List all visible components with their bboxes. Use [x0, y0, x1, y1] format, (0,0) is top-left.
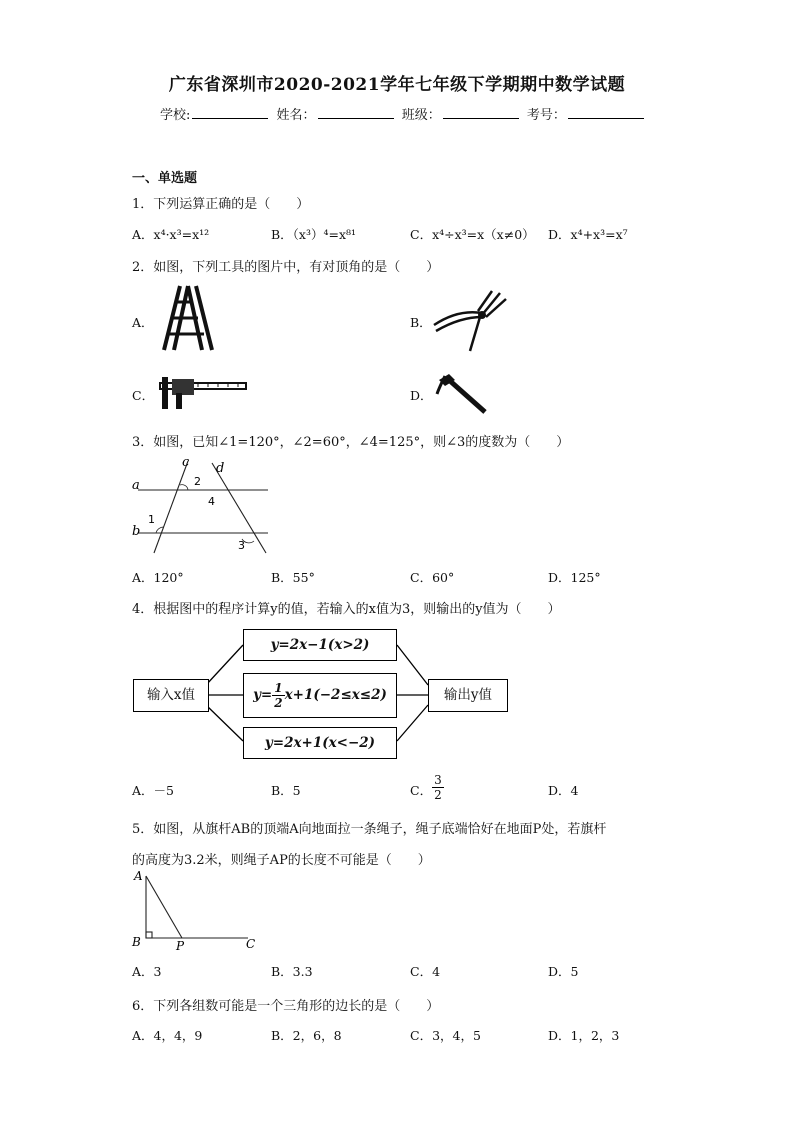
q6-option-c: C．3，4，5: [410, 1028, 481, 1043]
q4-option-c-den: 2: [434, 788, 442, 802]
student-info-line: [160, 104, 648, 123]
q3-option-c: C．60°: [410, 570, 455, 585]
q5-option-b: B．3.3: [271, 964, 313, 979]
q1-option-b: B．（x³）⁴=x⁸¹: [271, 227, 357, 242]
q1-option-c: C．x⁴÷x³=x（x≠0）: [410, 227, 535, 242]
label-d: d: [216, 461, 225, 476]
q4-option-a: A．－5: [132, 783, 174, 798]
flow-output-box: 输出y值: [428, 679, 508, 712]
q2-label-a: A．: [132, 315, 154, 330]
school-label: 学校:: [160, 108, 191, 123]
flow-input-box: 输入x值: [133, 679, 209, 712]
class-blank[interactable]: [443, 106, 519, 119]
q6-option-a: A．4，4，9: [132, 1028, 203, 1043]
q5-option-a: A．3: [132, 964, 162, 979]
q4-option-b: B．5: [271, 783, 301, 798]
q2-label-c: C．: [132, 388, 155, 403]
q1-option-d: D．x⁴+x³=x⁷: [548, 227, 628, 242]
caliper-image: [158, 373, 248, 413]
label-b: b: [132, 524, 141, 539]
section-heading: 一、单选题: [132, 171, 198, 186]
q4-stem: 4．根据图中的程序计算y的值，若输入的x值为3，则输出的y值为（ ）: [132, 602, 561, 617]
angle-2: 2: [194, 475, 201, 488]
point-p: P: [176, 939, 185, 953]
q2-label-b: B．: [410, 315, 432, 330]
angle-1: 1: [148, 513, 155, 526]
label-a: a: [132, 478, 140, 493]
q6-stem: 6．下列各组数可能是一个三角形的边长的是（ ）: [132, 999, 440, 1014]
q4-option-c-fraction: [432, 773, 444, 802]
q3-option-d: D．125°: [548, 570, 601, 585]
ladder-image: [158, 282, 218, 354]
number-blank[interactable]: [568, 106, 644, 119]
number-label: 考号：: [526, 108, 566, 123]
flow-box-middle: [243, 673, 397, 718]
hammer-image: [435, 372, 491, 416]
class-label: 班级：: [401, 108, 441, 123]
label-c: c: [182, 455, 190, 470]
q3-stem: 3．如图，已知∠1=120°，∠2=60°，∠4=125°，则∠3的度数为（ ）: [132, 435, 570, 450]
q1-stem: 1．下列运算正确的是（ ）: [132, 197, 310, 212]
q4-option-c: [410, 773, 444, 802]
q6-option-b: B．2，6，8: [271, 1028, 342, 1043]
q2-stem: 2．如图，下列工具的图片中，有对顶角的是（ ）: [132, 260, 440, 275]
flow-box-x-less-neg2: y=2x+1(x<−2): [243, 727, 397, 759]
angle-3: 3: [238, 539, 245, 552]
flow-box-x-greater-2: y=2x−1(x>2): [243, 629, 397, 661]
q5-flagpole-figure: [128, 868, 263, 953]
q1-option-a: A．x⁴·x³=x¹²: [132, 227, 210, 242]
page-title: 广东省深圳市2020-2021学年七年级下学期期中数学试题: [168, 75, 626, 95]
point-b: B: [132, 935, 141, 949]
pliers-image: [430, 285, 512, 355]
name-label: 姓名：: [276, 108, 316, 123]
q3-option-a: A．120°: [132, 570, 184, 585]
point-c: C: [246, 937, 256, 951]
q3-option-b: B．55°: [271, 570, 315, 585]
q5-option-c: C．4: [410, 964, 441, 979]
q6-option-d: D．1，2，3: [548, 1028, 620, 1043]
flow-mid-right: x+1(−2≤x≤2): [284, 687, 387, 703]
q4-option-d: D．4: [548, 783, 579, 798]
flow-mid-num: 1: [274, 681, 283, 695]
q5-stem-line2: 的高度为3.2米，则绳子AP的长度不可能是（ ）: [132, 853, 431, 868]
q4-option-c-num: 3: [434, 773, 442, 787]
point-a: A: [134, 869, 143, 883]
school-blank[interactable]: [192, 106, 268, 119]
flow-mid-left: y=: [253, 687, 273, 703]
q3-parallel-lines-figure: [130, 455, 275, 555]
flow-mid-fraction: [272, 681, 284, 710]
q2-label-d: D．: [410, 388, 433, 403]
q4-option-c-label: C．: [410, 783, 433, 798]
name-blank[interactable]: [318, 106, 394, 119]
angle-4: 4: [208, 495, 215, 508]
q5-stem-line1: 5．如图，从旗杆AB的顶端A向地面拉一条绳子，绳子底端恰好在地面P处，若旗杆: [132, 822, 607, 837]
q5-option-d: D．5: [548, 964, 579, 979]
flow-mid-den: 2: [274, 696, 283, 710]
line-c: [154, 461, 188, 553]
